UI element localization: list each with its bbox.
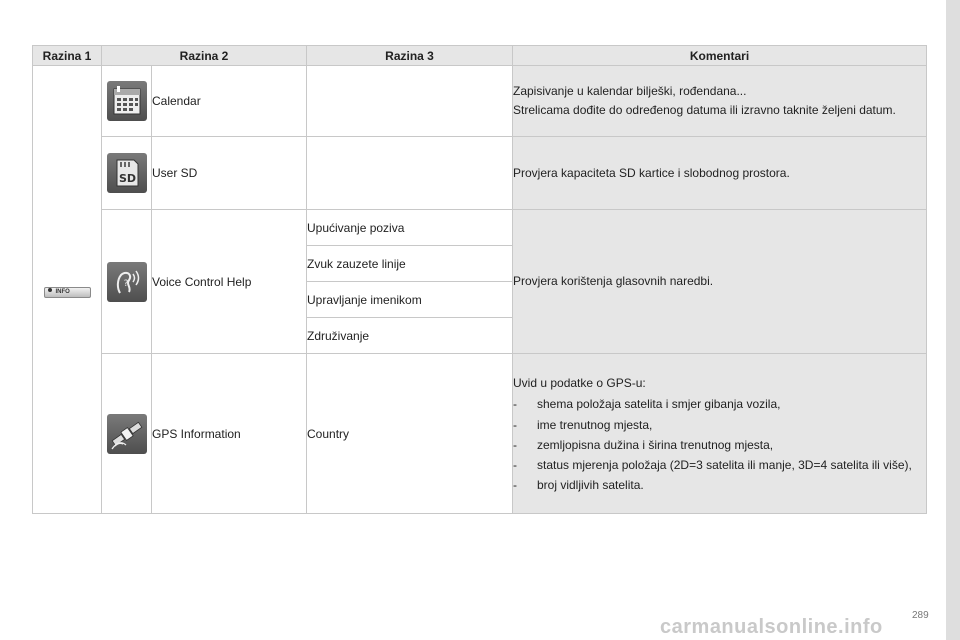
list-item-text: ime trenutnog mjesta,	[537, 417, 653, 432]
level3-country: Country	[307, 354, 513, 514]
level2-calendar: Calendar	[152, 66, 307, 137]
icon-cell	[102, 354, 152, 514]
icon-cell	[102, 66, 152, 137]
list-item	[513, 417, 926, 433]
gps-satellite-icon	[107, 414, 147, 454]
level3-item: Zvuk zauzete linije	[307, 246, 513, 282]
bullet-dash: -	[513, 457, 517, 472]
table-header-row	[33, 46, 927, 66]
voice-control-icon	[107, 262, 147, 302]
level3-item: Združivanje	[307, 318, 513, 354]
level1-cell	[33, 66, 102, 514]
header-level2: Razina 2	[102, 46, 307, 66]
comment-user-sd: Provjera kapaciteta SD kartice i slobodnog prostora.	[513, 137, 927, 210]
info-button-icon	[44, 287, 91, 298]
table-row	[33, 137, 927, 210]
svg-text:?: ?	[123, 278, 128, 289]
table-row	[33, 210, 927, 246]
list-item	[513, 396, 926, 412]
page-number: 289	[912, 610, 929, 621]
comment-list	[513, 396, 926, 493]
calendar-icon	[107, 81, 147, 121]
list-item	[513, 457, 926, 473]
table-row	[33, 354, 927, 514]
bullet-dash: -	[513, 397, 517, 412]
level2-voice-control-help: Voice Control Help	[152, 210, 307, 354]
bullet-dash: -	[513, 417, 517, 432]
level3-item: Upućivanje poziva	[307, 210, 513, 246]
sd-card-icon	[107, 153, 147, 193]
header-level1: Razina 1	[33, 46, 102, 66]
info-button-label: INFO	[55, 288, 70, 295]
list-item-text: zemljopisna dužina i širina trenutnog mjesta,	[537, 437, 774, 452]
icon-cell	[102, 137, 152, 210]
bullet-dash: -	[513, 478, 517, 493]
level3-empty	[307, 137, 513, 210]
comment-intro: Uvid u podatke o GPS-u:	[513, 375, 646, 390]
level2-user-sd: User SD	[152, 137, 307, 210]
level3-empty	[307, 66, 513, 137]
list-item	[513, 437, 926, 453]
comment-gps	[513, 354, 927, 514]
list-item	[513, 477, 926, 493]
list-item-text: status mjerenja položaja (2D=3 satelita ili manje, 3D=4 satelita ili više),	[537, 457, 912, 472]
svg-text:SD: SD	[118, 172, 136, 185]
header-level3: Razina 3	[307, 46, 513, 66]
menu-table	[32, 45, 927, 514]
comment-line: Strelicama dođite do određenog datuma ili izravno taknite željeni datum.	[513, 103, 896, 117]
bullet-dash: -	[513, 437, 517, 452]
table-row	[33, 66, 927, 137]
list-item-text: broj vidljivih satelita.	[537, 478, 644, 493]
comment-calendar	[513, 66, 927, 137]
header-comments: Komentari	[513, 46, 927, 66]
list-item-text: shema položaja satelita i smjer gibanja vozila,	[537, 397, 781, 412]
icon-cell	[102, 210, 152, 354]
comment-line: Zapisivanje u kalendar bilješki, rođendana...	[513, 84, 747, 99]
comment-voice-control: Provjera korištenja glasovnih naredbi.	[513, 210, 927, 354]
watermark: carmanualsonline.info	[660, 616, 883, 638]
side-strip	[946, 0, 960, 640]
level2-gps-information: GPS Information	[152, 354, 307, 514]
level3-item: Upravljanje imenikom	[307, 282, 513, 318]
